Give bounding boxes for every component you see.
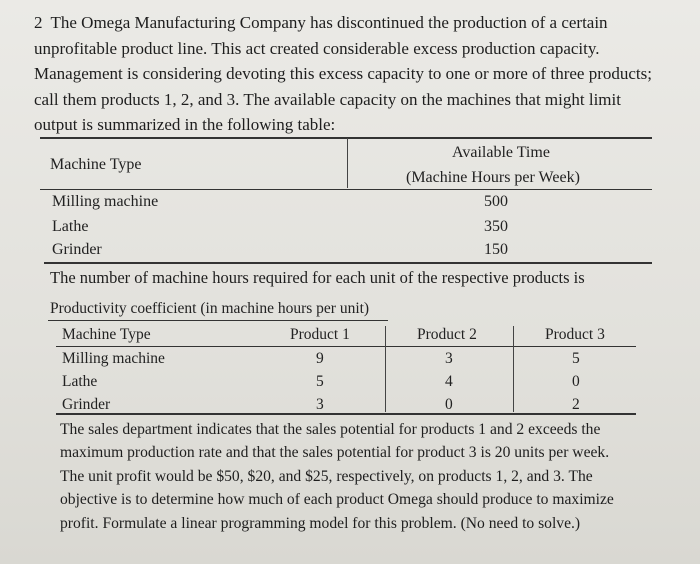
productivity-cell-p3: 5 xyxy=(572,350,580,367)
productivity-cell-p1: 5 xyxy=(316,373,324,390)
capacity-header-available-time: Available Time xyxy=(452,144,550,161)
table-top-rule xyxy=(40,137,652,139)
productivity-cell-p3: 0 xyxy=(572,373,580,390)
productivity-cell-p2: 0 xyxy=(445,396,453,413)
productivity-cell-p1: 9 xyxy=(316,350,324,367)
productivity-header-machine-type: Machine Type xyxy=(62,326,151,343)
productivity-row-machine: Milling machine xyxy=(62,350,165,367)
table-bottom-rule xyxy=(44,262,652,264)
outro-line-3: The unit profit would be $50, $20, and $25, respectively, on products 1, 2, and 3. The xyxy=(60,467,593,485)
productivity-cell-p3: 2 xyxy=(572,396,580,413)
closing-paragraph xyxy=(60,418,638,535)
intro-line-4: call them products 1, 2, and 3. The available capacity on the machines that might limit xyxy=(34,89,621,109)
productivity-row-machine: Grinder xyxy=(62,396,111,413)
capacity-row-machine: Lathe xyxy=(52,218,89,235)
intro-line-1-text: The Omega Manufacturing Company has discontinued the production of a certain xyxy=(50,13,608,32)
productivity-bottom-rule xyxy=(56,413,636,415)
productivity-cell-p1: 3 xyxy=(316,396,324,413)
table-header-rule xyxy=(40,189,652,190)
intro-line-3: Management is considering devoting this excess capacity to one or more of three products; xyxy=(34,64,652,84)
productivity-header-product-2: Product 2 xyxy=(417,326,477,343)
intro-line-2: unprofitable product line. This act created considerable excess production capacity. xyxy=(34,38,600,58)
productivity-divider-1 xyxy=(385,326,386,412)
productivity-cell-p2: 3 xyxy=(445,350,453,367)
capacity-row-hours: 150 xyxy=(484,241,508,258)
outro-line-4: objective is to determine how much of each product Omega should produce to maximize xyxy=(60,491,614,509)
problem-number: 2 xyxy=(34,13,43,32)
capacity-row-hours: 350 xyxy=(484,218,508,235)
productivity-header-product-3: Product 3 xyxy=(545,326,605,343)
productivity-cell-p2: 4 xyxy=(445,373,453,390)
intro-paragraph xyxy=(34,10,664,138)
table-column-divider xyxy=(347,138,348,188)
caption-rule xyxy=(48,320,388,321)
capacity-row-machine: Milling machine xyxy=(52,193,159,210)
machine-hours-sentence: The number of machine hours required for each unit of the respective products is xyxy=(50,268,585,287)
capacity-row-machine: Grinder xyxy=(52,241,102,258)
outro-line-5: profit. Formulate a linear programming model for this problem. (No need to solve.) xyxy=(60,514,581,532)
productivity-header-rule xyxy=(56,346,636,347)
intro-line-5: output is summarized in the following table: xyxy=(34,115,336,135)
intro-line-1 xyxy=(34,10,664,36)
capacity-header-units: (Machine Hours per Week) xyxy=(406,169,580,186)
outro-line-2: maximum production rate and that the sales potential for product 3 is 20 units per week. xyxy=(60,444,610,462)
productivity-header-product-1: Product 1 xyxy=(290,326,350,343)
capacity-header-machine-type: Machine Type xyxy=(50,156,142,173)
productivity-caption: Productivity coefficient (in machine hours per unit) xyxy=(50,300,370,317)
productivity-row-machine: Lathe xyxy=(62,373,98,390)
outro-line-1: The sales department indicates that the sales potential for products 1 and 2 exceeds the xyxy=(60,421,601,438)
capacity-row-hours: 500 xyxy=(484,193,508,210)
productivity-divider-2 xyxy=(513,326,514,412)
